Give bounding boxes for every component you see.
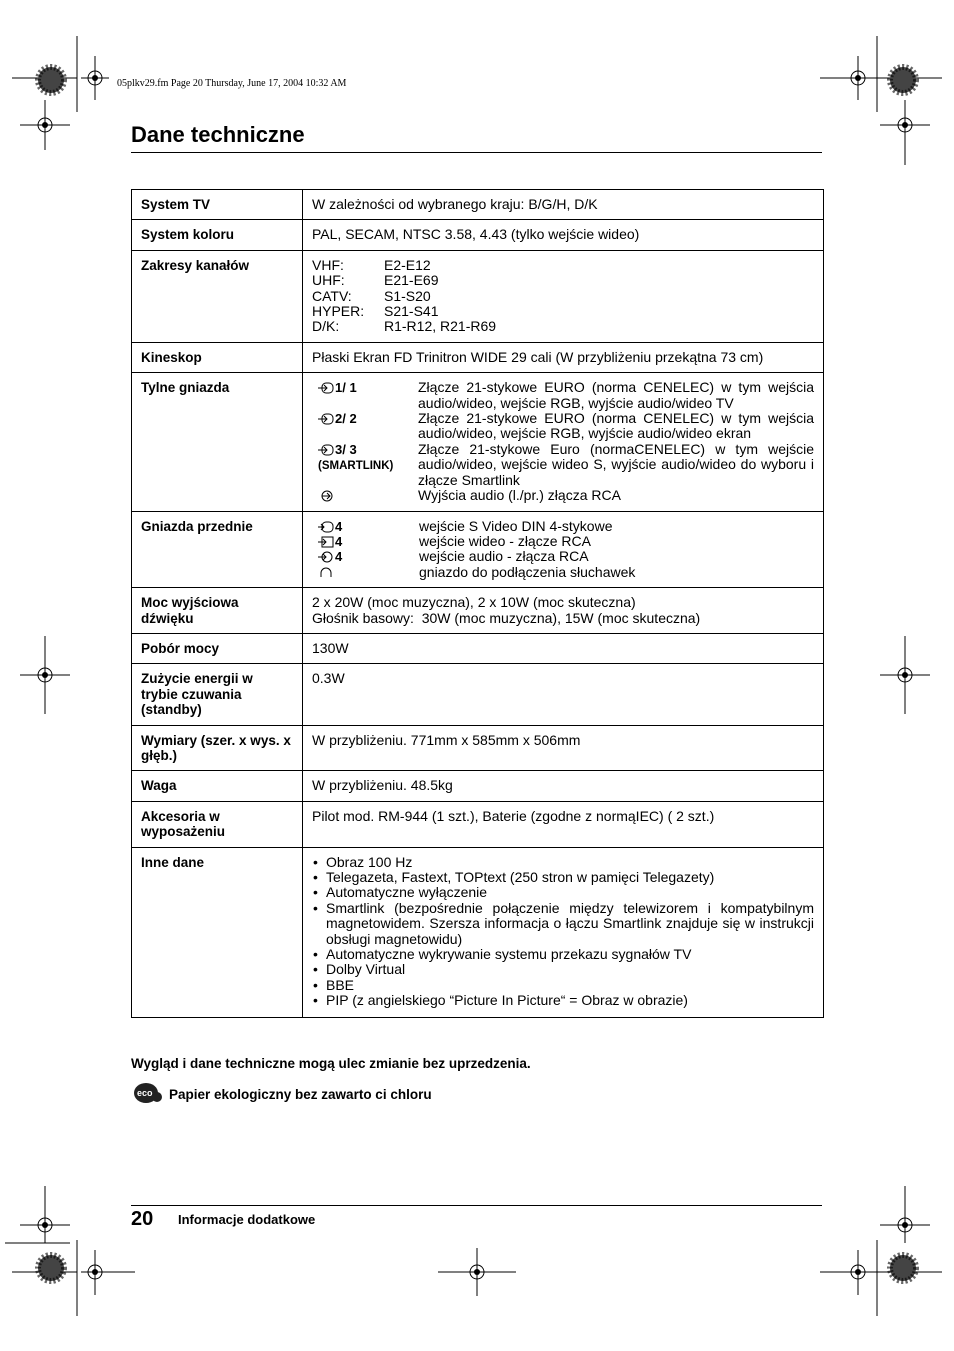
title-rule	[131, 152, 822, 153]
connector-label: 1/ 1	[335, 380, 357, 396]
table-row	[132, 725, 824, 771]
headphones-icon	[318, 567, 334, 579]
row-label: Inne dane	[132, 847, 303, 1017]
footer-rule	[131, 1205, 822, 1206]
row-value: Pilot mod. RM-944 (1 szt.), Baterie (zgodne z normąIEC) ( 2 szt.)	[303, 801, 824, 847]
row-value	[303, 373, 824, 511]
band-range: E2-E12	[384, 256, 431, 273]
band-label: UHF:	[312, 272, 345, 289]
av-in-out-icon	[318, 413, 334, 425]
list-item: • Automatyczne wyłączenie	[326, 885, 814, 900]
channel-ranges	[312, 258, 496, 335]
s-video-in-icon	[318, 521, 334, 533]
audio-out-icon	[318, 490, 334, 502]
connector-desc: gniazdo do podłączenia słuchawek	[419, 563, 636, 580]
eco-paper-icon	[134, 1081, 162, 1105]
list-item: • Obraz 100 Hz	[326, 855, 814, 870]
row-value: W przybliżeniu. 48.5kg	[303, 771, 824, 801]
smartlink-label: (SMARTLINK)	[318, 460, 394, 473]
row-value: PAL, SECAM, NTSC 3.58, 4.43 (tylko wejście wideo)	[303, 220, 824, 250]
power-line: Głośnik basowy: 30W (moc muzyczna), 15W (moc skuteczna)	[312, 609, 701, 626]
other-features-list	[312, 855, 814, 1009]
disclaimer-note: Wygląd i dane techniczne mogą ulec zmianie bez uprzedzenia.	[131, 1056, 531, 1071]
av-in-out-icon	[318, 382, 334, 394]
connector-desc: wejście wideo - złącze RCA	[419, 532, 591, 549]
list-item: • PIP (z angielskiego “Picture In Picture“ = Obraz w obrazie)	[326, 993, 814, 1008]
connector-desc: Złącze 21-stykowe EURO (norma CENELEC) w tym wejścia audio/wideo, wejście RGB, wyjście audio/wideo ekran	[418, 410, 814, 442]
page-title: Dane techniczne	[131, 122, 305, 147]
row-label: Zakresy kanałów	[132, 250, 303, 342]
row-value: W zależności od wybranego kraju: B/G/H, D/K	[303, 190, 824, 220]
list-item: • Automatyczne wykrywanie systemu przekazu sygnałów TV	[326, 947, 814, 962]
row-label: Moc wyjściowa dźwięku	[132, 588, 303, 634]
connector-label: 4	[335, 533, 343, 549]
crop-mark-bottom-right	[820, 1186, 942, 1316]
list-item: • Dolby Virtual	[326, 962, 814, 977]
band-range: S21-S41	[384, 303, 439, 320]
row-value	[303, 511, 824, 588]
band-range: E21-E69	[384, 272, 439, 289]
crop-mark-top-right	[820, 36, 942, 165]
row-label: Waga	[132, 771, 303, 801]
list-item: • Telegazeta, Fastext, TOPtext (250 stron w pamięci Telegazety)	[326, 870, 814, 885]
row-label: System TV	[132, 190, 303, 220]
table-row	[132, 664, 824, 725]
list-item: • BBE	[326, 978, 814, 993]
row-value	[303, 847, 824, 1017]
table-row	[132, 847, 824, 1017]
connector-desc: wejście audio - złącza RCA	[419, 548, 589, 565]
connector-label: 3/ 3	[335, 441, 357, 457]
connector-desc: wejście S Video DIN 4-stykowe	[419, 517, 613, 534]
row-value	[303, 588, 824, 634]
band-range: R1-R12, R21-R69	[384, 318, 497, 335]
av-in-out-icon	[318, 444, 334, 456]
row-value	[303, 250, 824, 342]
row-label: Kineskop	[132, 342, 303, 372]
row-value: 130W	[303, 633, 824, 663]
page-number: 20	[131, 1208, 154, 1230]
table-row	[132, 190, 824, 220]
crop-mark-bottom-left	[5, 1186, 135, 1316]
band-label: CATV:	[312, 287, 352, 304]
table-row	[132, 220, 824, 250]
footer-section: Informacje dodatkowe	[178, 1212, 316, 1227]
power-line: 2 x 20W (moc muzyczna), 2 x 10W (moc skuteczna)	[312, 594, 636, 611]
table-row	[132, 633, 824, 663]
rear-connectors	[312, 380, 814, 503]
band-label: VHF:	[312, 256, 344, 273]
row-label: System koloru	[132, 220, 303, 250]
table-row	[132, 588, 824, 634]
row-label: Gniazda przednie	[132, 511, 303, 588]
table-row	[132, 801, 824, 847]
connector-desc: Wyjścia audio (l./pr.) złącza RCA	[418, 487, 621, 504]
list-item: • Smartlink (bezpośrednie połączenie między telewizorem i kompatybilnym magnetowidem. Szersza informacja o łączu Smartlink znajduje się w instrukcji obsługi magnetowidu)	[326, 901, 814, 947]
file-header-meta: 05plkv29.fm Page 20 Thursday, June 17, 2004 10:32 AM	[117, 78, 347, 89]
eco-icon-text: eco	[137, 1088, 153, 1098]
table-row	[132, 511, 824, 588]
band-range: S1-S20	[384, 287, 431, 304]
front-connectors	[312, 519, 814, 581]
table-row	[132, 342, 824, 372]
row-value: 0.3W	[303, 664, 824, 725]
table-row	[132, 250, 824, 342]
row-value: W przybliżeniu. 771mm x 585mm x 506mm	[303, 725, 824, 771]
spec-table	[131, 189, 824, 1018]
row-label: Wymiary (szer. x wys. x głęb.)	[132, 725, 303, 771]
connector-desc: Złącze 21-stykowe Euro (normaCENELEC) w tym wejście audio/wideo, wejście wideo S, wyjście audio/wideo do wyboru i złącze Smartlink	[418, 440, 814, 488]
row-label: Zużycie energii w trybie czuwania (standby)	[132, 664, 303, 725]
row-label: Pobór mocy	[132, 633, 303, 663]
table-row	[132, 771, 824, 801]
band-label: HYPER:	[312, 303, 365, 320]
connector-label: 2/ 2	[335, 411, 357, 427]
video-in-icon	[318, 536, 334, 548]
table-row	[132, 373, 824, 511]
crop-mark-top-left	[12, 36, 109, 150]
row-value: Płaski Ekran FD Trinitron WIDE 29 cali (W przybliżeniu przekątna 73 cm)	[303, 342, 824, 372]
connector-label: 4	[335, 549, 343, 565]
row-label: Tylne gniazda	[132, 373, 303, 511]
connector-desc: Złącze 21-stykowe EURO (norma CENELEC) w tym wejścia audio/wideo, wejście RGB, wyjście audio/wideo TV	[418, 379, 814, 411]
connector-label: 4	[335, 518, 343, 534]
eco-paper-text: Papier ekologiczny bez zawarto ci chloru	[169, 1087, 432, 1102]
row-label: Akcesoria w wyposażeniu	[132, 801, 303, 847]
band-label: D/K:	[312, 318, 340, 335]
audio-in-icon	[318, 551, 334, 563]
